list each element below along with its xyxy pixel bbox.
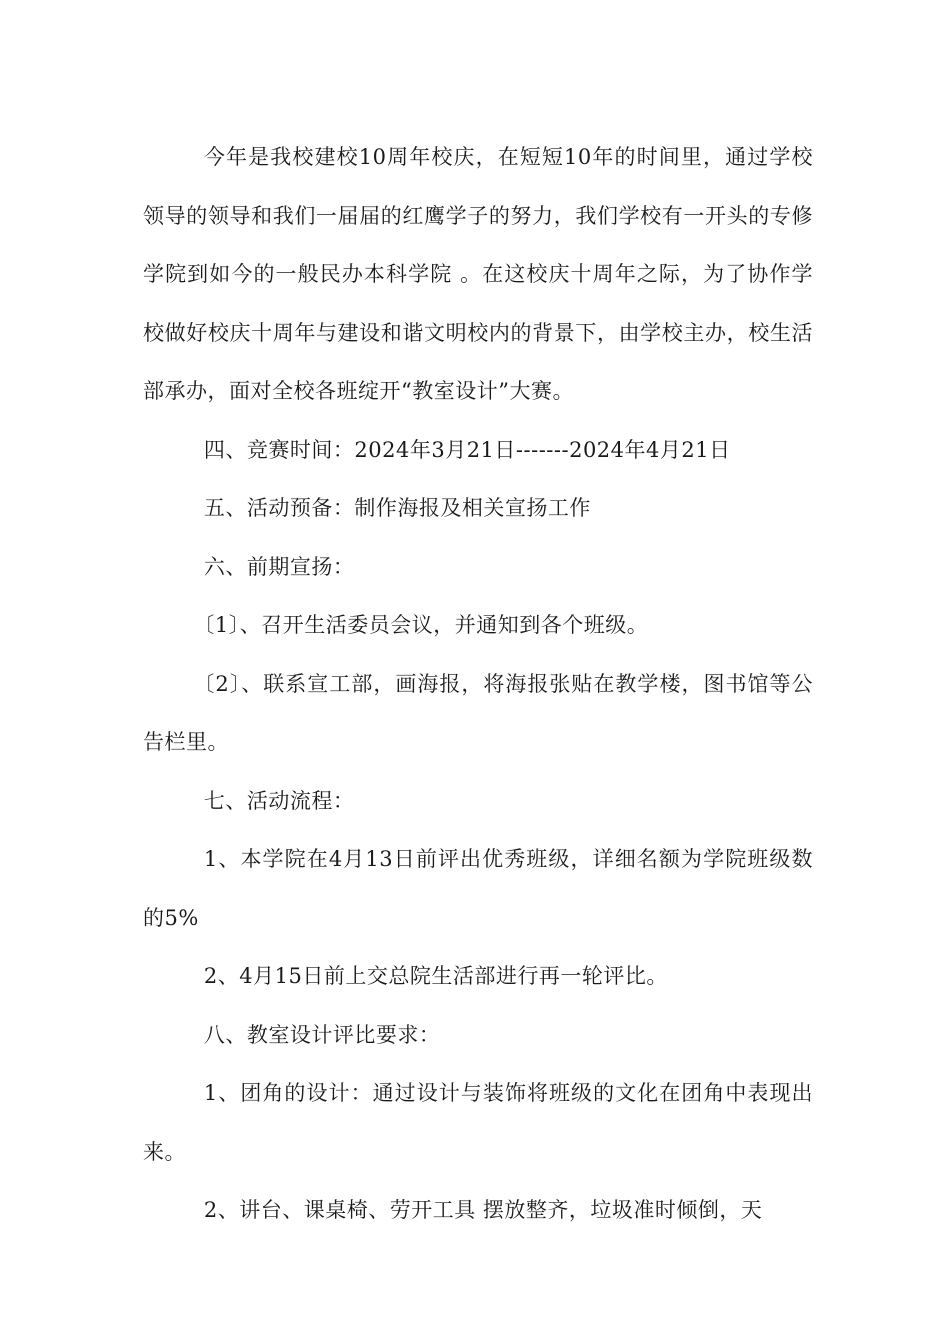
document-body — [143, 128, 813, 1240]
section-4-competition-time: 四、竞赛时间：2024年3月21日-------2024年4月21日 — [203, 437, 731, 462]
process-item-1: 1、本学院在4月13日前评出优秀班级，详细名额为学院班级数的5% — [143, 847, 813, 930]
section-5-activity-preparation: 五、活动预备：制作海报及相关宣扬工作 — [203, 496, 591, 520]
section-8-design-requirements: 八、教室设计评比要求： — [203, 1022, 441, 1047]
process-item-2: 2、4月15日前上交总院生活部进行再一轮评比。 — [203, 964, 668, 988]
section-6-early-promotion: 六、前期宣扬： — [203, 554, 355, 579]
requirement-item-1: 1、团角的设计：通过设计与装饰将班级的文化在团角中表现出来。 — [143, 1081, 813, 1164]
section-7-activity-process: 七、活动流程： — [203, 788, 355, 813]
promotion-item-2: 〔2〕、联系宣工部，画海报，将海报张贴在教学楼，图书馆等公告栏里。 — [143, 671, 813, 754]
intro-paragraph: 今年是我校建校10周年校庆，在短短10年的时间里，通过学校领导的领导和我们一届届的红鹰学子的努力，我们学校有一开头的专修学院到如今的一般民办本科学院 。在这校庆十周年之际，为了协作学校做好校庆十周年与建设和谐文明校内的背景下，由学校主办，校生活部承办，面对全校各班绽开“教室设计”大赛。 — [143, 145, 813, 403]
requirement-item-2: 2、讲台、课桌椅、劳开工具 摆放整齐，垃圾准时倾倒，天 — [203, 1198, 763, 1222]
promotion-item-1: 〔1〕、召开生活委员会议，并通知到各个班级。 — [193, 613, 649, 637]
